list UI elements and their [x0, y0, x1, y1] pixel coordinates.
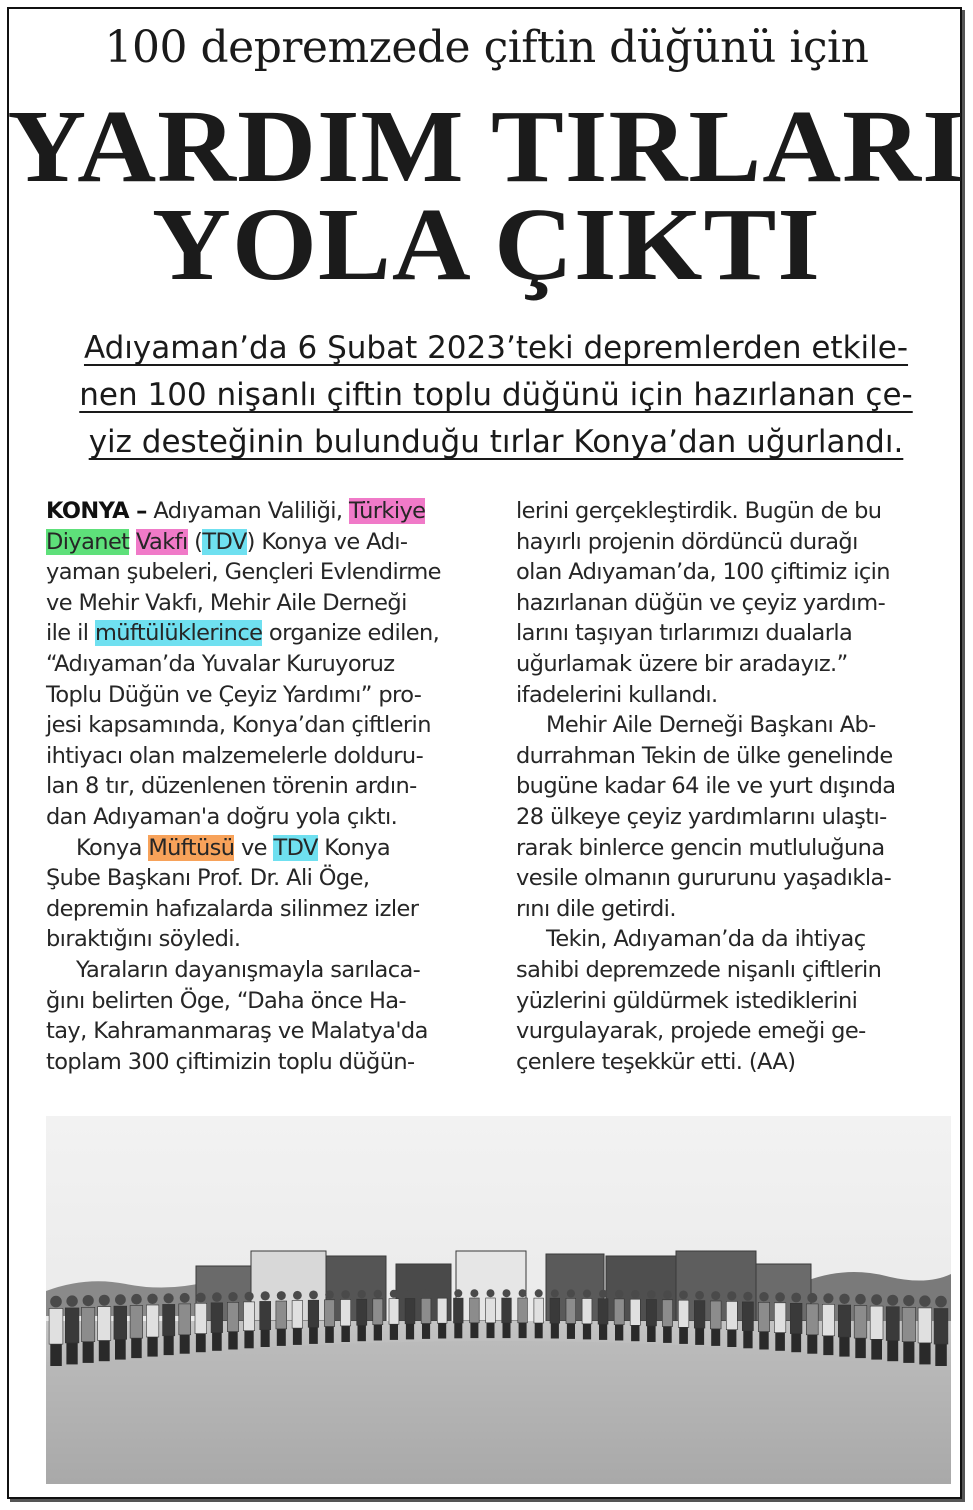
person-head: [615, 1290, 623, 1298]
body-line: olan Adıyaman’da, 100 çiftimiz için: [516, 559, 890, 586]
body-column-left: [46, 496, 486, 1077]
person-figure: [98, 1307, 111, 1341]
person-figure: [534, 1298, 544, 1323]
person-head: [743, 1292, 752, 1301]
body-line: rarak binlerce gencin mutluluğuna: [516, 834, 885, 861]
body-line: [46, 618, 486, 649]
person-figure: [292, 1301, 303, 1329]
body-line: hazırlanan düğün ve çeyiz yardım-: [516, 589, 886, 616]
person-figure: [822, 1304, 834, 1335]
person-head: [99, 1295, 110, 1306]
body-line: bıraktığını söyledi.: [46, 926, 241, 953]
body-column-right: [516, 496, 956, 1077]
person-figure: [65, 1308, 79, 1343]
headline-kicker: 100 depremzede çiftin düğünü için: [104, 22, 869, 73]
body-line: vurgulayarak, projede emeği ge-: [516, 1018, 866, 1045]
body-text: ile il: [46, 620, 95, 647]
lead-line: nen 100 nişanlı çiftin toplu düğünü için hazırlanan çe-: [79, 377, 913, 413]
body-text: Konya: [76, 834, 149, 861]
person-head: [228, 1292, 237, 1301]
body-line: Mehir Aile Derneği Başkanı Ab-: [546, 712, 876, 739]
person-figure: [373, 1299, 383, 1325]
person-head: [422, 1289, 430, 1297]
person-head: [212, 1292, 222, 1302]
person-figure: [211, 1303, 223, 1333]
person-head: [903, 1295, 914, 1306]
person-figure: [886, 1307, 899, 1341]
body-line: toplam 300 çiftimizin toplu düğün-: [46, 1048, 415, 1075]
person-figure: [114, 1306, 127, 1339]
person-head: [164, 1293, 174, 1303]
body-line: ifadelerini kullandı.: [516, 681, 718, 708]
body-line: tay, Kahramanmaraş ve Malatya'da: [46, 1018, 428, 1045]
person-head: [855, 1294, 866, 1305]
body-line: çenlere teşekkür etti. (AA): [516, 1048, 796, 1075]
body-line: yüzlerini güldürmek istediklerini: [516, 987, 858, 1014]
person-head: [83, 1295, 94, 1306]
body-line: lerini gerçekleştirdik. Bugün de bu: [516, 498, 882, 524]
person-head: [358, 1290, 366, 1298]
person-figure: [774, 1303, 786, 1333]
person-head: [919, 1295, 930, 1306]
body-text: organize edilen,: [262, 620, 440, 647]
person-figure: [918, 1308, 932, 1343]
person-head: [341, 1290, 350, 1299]
person-figure: [82, 1307, 95, 1341]
body-line: rını dile getirdi.: [516, 895, 676, 922]
person-head: [535, 1289, 543, 1297]
person-figure: [146, 1305, 158, 1337]
person-head: [374, 1290, 382, 1298]
person-figure: [790, 1303, 802, 1333]
person-head: [551, 1289, 559, 1297]
person-figure: [276, 1301, 287, 1329]
body-line: ğını belirten Öge, “Daha önce Ha-: [46, 987, 406, 1014]
person-figure: [502, 1298, 512, 1323]
person-figure: [598, 1299, 608, 1325]
person-figure: [710, 1301, 721, 1329]
person-figure: [324, 1300, 334, 1327]
news-photo: [46, 1116, 951, 1484]
body-text: ve: [234, 834, 274, 861]
highlight-muftusu: Müftüsü: [148, 834, 235, 861]
body-line: “Adıyaman’da Yuvalar Kuruyoruz: [46, 650, 395, 677]
body-text: [129, 529, 136, 555]
person-head: [131, 1294, 142, 1305]
person-head: [663, 1290, 672, 1299]
highlight-diyanet: Diyanet: [46, 528, 130, 555]
person-head: [66, 1295, 77, 1306]
person-figure: [630, 1299, 640, 1325]
person-head: [454, 1289, 462, 1297]
highlight-tdv: TDV: [273, 834, 318, 861]
person-head: [567, 1289, 575, 1297]
person-head: [50, 1296, 62, 1308]
person-figure: [421, 1298, 431, 1323]
person-figure: [470, 1298, 480, 1323]
person-head: [599, 1290, 607, 1298]
body-line: larını taşıyan tırlarımızı dualarla: [516, 620, 853, 647]
person-figure: [454, 1298, 464, 1323]
person-figure: [163, 1304, 175, 1335]
person-figure: [341, 1300, 351, 1326]
headline-line-2: YOLA ÇIKTI: [152, 187, 821, 302]
person-head: [759, 1292, 768, 1301]
person-head: [261, 1291, 270, 1300]
person-head: [309, 1291, 318, 1300]
body-line: sahibi depremzede nişanlı çiftlerin: [516, 956, 882, 983]
body-line: depremin hafızalarda silinmez izler: [46, 895, 419, 922]
body-line: [46, 496, 486, 527]
person-figure: [726, 1301, 737, 1329]
person-figure: [389, 1299, 399, 1325]
person-head: [807, 1293, 817, 1303]
body-text: (: [187, 528, 203, 555]
body-line: 28 ülkeye çeyiz yardımlarını ulaştı-: [516, 803, 887, 830]
body-line: dan Adıyaman'a doğru yola çıktı.: [46, 803, 398, 830]
body-line: [46, 527, 486, 558]
person-head: [711, 1291, 720, 1300]
body-line: jesi kapsamında, Konya’dan çiftlerin: [46, 712, 431, 739]
body-line: ve Mehir Vakfı, Mehir Aile Derneği: [46, 589, 407, 616]
person-head: [293, 1291, 302, 1300]
body-text: Adıyaman Valiliği,: [146, 498, 350, 524]
headline-line-1: YARDIM TIRLARI: [7, 89, 966, 204]
person-figure: [260, 1301, 271, 1329]
person-head: [695, 1291, 704, 1300]
person-head: [180, 1293, 190, 1303]
body-line: [46, 833, 486, 864]
person-figure: [902, 1307, 915, 1341]
person-head: [277, 1291, 286, 1300]
person-head: [245, 1292, 254, 1301]
highlight-vakfi: Vakfı: [135, 528, 188, 555]
lead-line: Adıyaman’da 6 Şubat 2023’teki depremlerden etkile-: [83, 330, 909, 366]
person-figure: [227, 1302, 238, 1331]
dateline: KONYA –: [46, 498, 147, 524]
body-line: lan 8 tır, düzenlenen törenin ardın-: [46, 773, 417, 800]
person-head: [147, 1294, 157, 1304]
body-line: yaman şubeleri, Gençleri Evlendirme: [46, 559, 441, 586]
person-figure: [934, 1309, 948, 1345]
person-figure: [678, 1300, 689, 1327]
person-head: [325, 1290, 334, 1299]
person-figure: [854, 1306, 867, 1339]
person-head: [406, 1290, 414, 1298]
person-figure: [49, 1309, 63, 1345]
person-head: [487, 1289, 495, 1297]
person-head: [115, 1294, 126, 1305]
person-head: [583, 1290, 591, 1298]
person-figure: [566, 1298, 576, 1323]
body-line: bugüne kadar 64 ile ve yurt dışında: [516, 773, 896, 800]
person-figure: [195, 1303, 207, 1333]
person-head: [679, 1291, 688, 1300]
body-text: Konya: [317, 834, 391, 861]
person-figure: [758, 1302, 769, 1331]
body-line: ihtiyacı olan malzemelerle dolduru-: [46, 742, 424, 769]
person-figure: [518, 1298, 528, 1323]
lead-line: yiz desteğinin bulunduğu tırlar Konya’dan uğurlandı.: [88, 424, 904, 460]
body-line: durrahman Tekin de ülke genelinde: [516, 742, 893, 769]
highlight-tdv: TDV: [202, 528, 247, 555]
person-head: [647, 1290, 656, 1299]
person-figure: [582, 1299, 592, 1324]
person-figure: [550, 1298, 560, 1323]
person-figure: [614, 1299, 624, 1325]
person-figure: [179, 1304, 191, 1335]
person-figure: [486, 1298, 496, 1323]
person-head: [935, 1296, 947, 1308]
lead-paragraph: [46, 325, 946, 466]
person-head: [871, 1294, 882, 1305]
body-line: Toplu Düğün ve Çeyiz Yardımı” pro-: [46, 681, 422, 708]
person-figure: [405, 1299, 415, 1324]
person-head: [887, 1295, 898, 1306]
body-line: Yaraların dayanışmayla sarılaca-: [76, 956, 421, 983]
person-figure: [646, 1300, 656, 1326]
person-figure: [838, 1305, 850, 1337]
highlight-turkiye: Türkiye: [349, 498, 426, 524]
person-head: [631, 1290, 639, 1298]
body-line: Şube Başkanı Prof. Dr. Ali Öge,: [46, 865, 370, 892]
body-line: vesile olmanın gururunu yaşadıkla-: [516, 865, 892, 892]
body-line: uğurlamak üzere bir aradayız.”: [516, 650, 848, 677]
person-head: [775, 1292, 785, 1302]
body-text: ) Konya ve Adı-: [246, 528, 408, 555]
person-head: [503, 1289, 511, 1297]
person-figure: [806, 1304, 818, 1335]
highlight-muftuluklerince: müftülüklerince: [94, 620, 263, 647]
person-figure: [870, 1306, 883, 1339]
person-head: [196, 1293, 206, 1303]
person-figure: [742, 1302, 753, 1331]
person-head: [791, 1293, 801, 1303]
person-head: [823, 1293, 833, 1303]
body-line: hayırlı projenin dördüncü durağı: [516, 528, 858, 555]
person-figure: [308, 1300, 319, 1327]
person-figure: [244, 1302, 255, 1331]
person-head: [839, 1294, 849, 1304]
body-line: Tekin, Adıyaman’da da ihtiyaç: [546, 926, 866, 953]
person-head: [470, 1289, 478, 1297]
person-figure: [694, 1301, 705, 1329]
person-figure: [130, 1306, 143, 1339]
person-figure: [357, 1299, 367, 1325]
person-figure: [437, 1298, 447, 1323]
person-head: [390, 1290, 398, 1298]
person-head: [727, 1291, 736, 1300]
person-head: [519, 1289, 527, 1297]
person-figure: [662, 1300, 672, 1327]
person-head: [438, 1289, 446, 1297]
